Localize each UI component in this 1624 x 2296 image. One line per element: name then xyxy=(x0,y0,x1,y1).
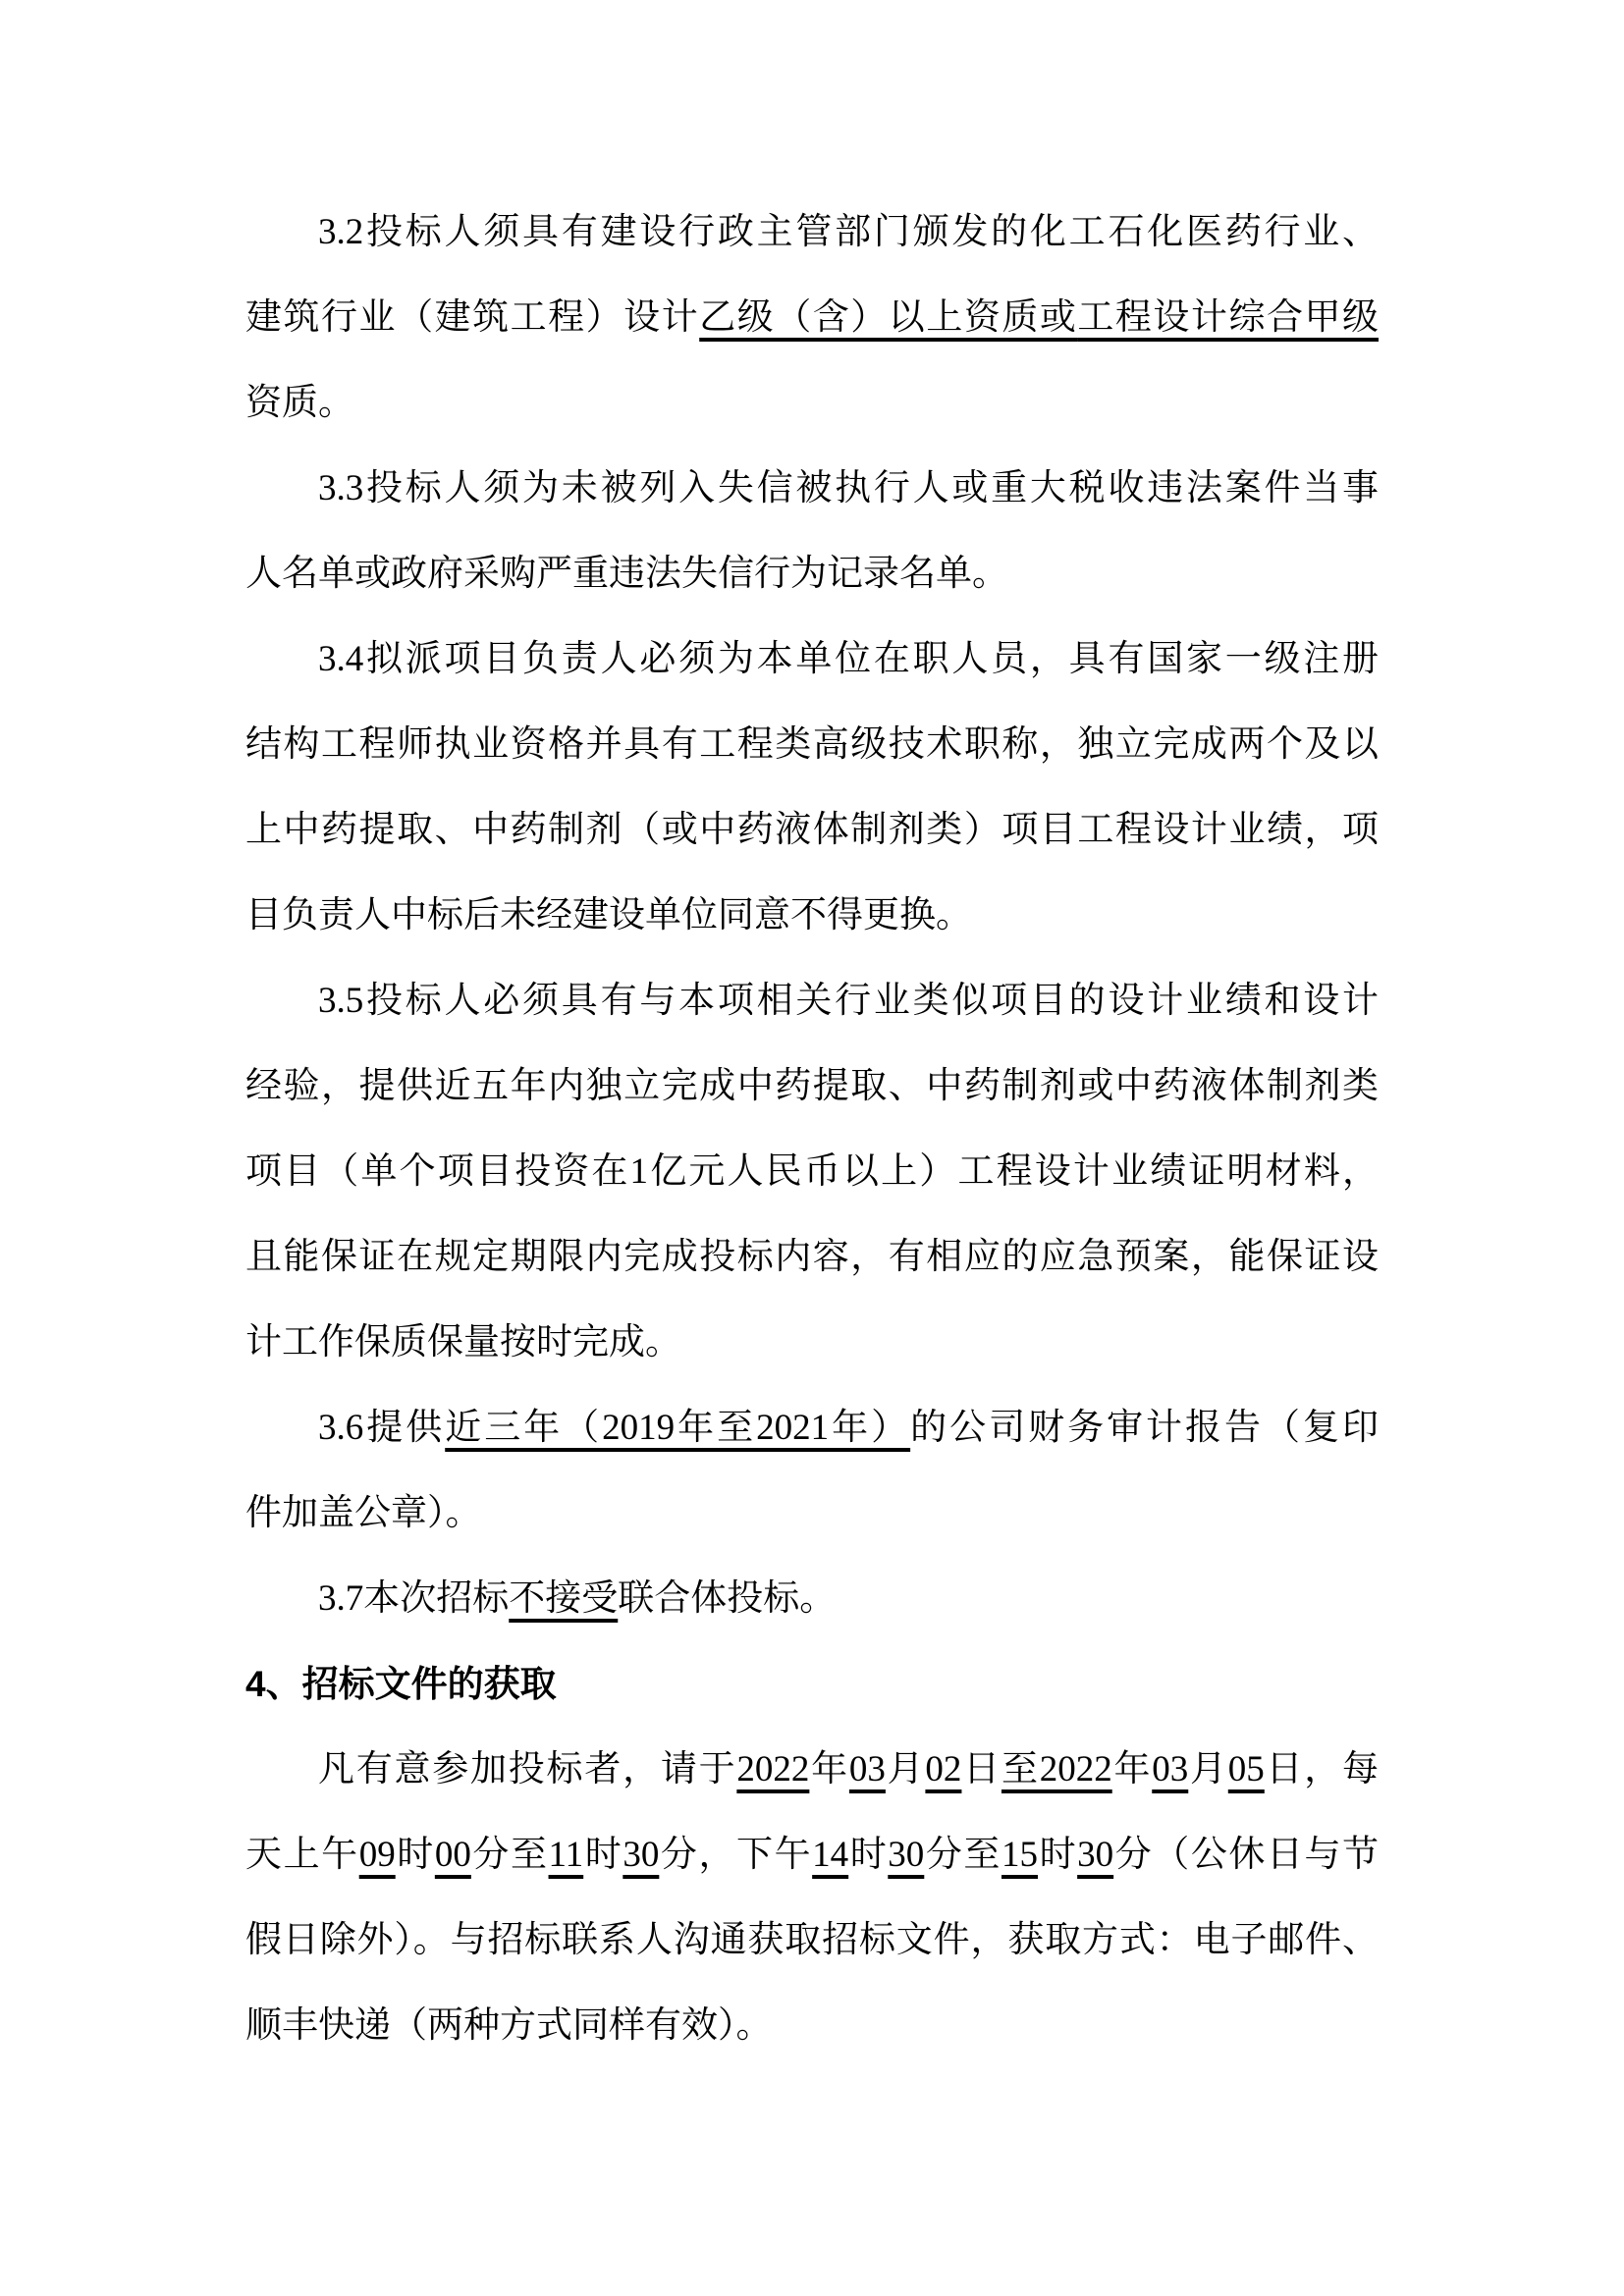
text-line xyxy=(245,873,1379,958)
text-segment: 且能保证在规定期限内完成投标内容，有相应的应急预案，能保证设 xyxy=(245,1237,1379,1277)
text-segment: 分至 xyxy=(470,1835,549,1875)
text-line xyxy=(245,1556,1379,1641)
text-line xyxy=(245,1983,1379,2068)
underlined-text: 03 xyxy=(848,1749,886,1789)
text-segment: 3.6提供 xyxy=(318,1408,446,1448)
text-segment: 结构工程师执业资格并具有工程类高级技术职称，独立完成两个及以 xyxy=(245,724,1379,765)
underlined-text: 14 xyxy=(812,1835,849,1875)
text-segment: 日 xyxy=(961,1749,1001,1789)
text-line xyxy=(245,189,1379,275)
underlined-text: 30 xyxy=(1077,1835,1114,1875)
underlined-text: 乙级（含）以上资质或 xyxy=(699,297,1078,338)
text-segment: 假日除外）。与招标联系人沟通获取招标文件，获取方式：电子邮件、 xyxy=(245,1920,1379,1960)
underlined-text: 30 xyxy=(623,1835,660,1875)
text-segment: 3.7本次招标 xyxy=(318,1578,510,1619)
text-segment: 月 xyxy=(1188,1749,1228,1789)
text-line xyxy=(245,1214,1379,1300)
text-segment: 3.5投标人必须具有与本项相关行业类似项目的设计业绩和设计 xyxy=(318,981,1379,1021)
section-heading xyxy=(245,1641,1379,1727)
text-line xyxy=(245,1385,1379,1470)
underlined-text: 05 xyxy=(1227,1749,1265,1789)
text-segment: 上中药提取、中药制剂（或中药液体制剂类）项目工程设计业绩，项 xyxy=(245,810,1379,850)
underlined-text: 03 xyxy=(1152,1749,1189,1789)
text-line xyxy=(245,702,1379,787)
text-line xyxy=(245,531,1379,616)
text-line xyxy=(245,1897,1379,1983)
text-line xyxy=(245,446,1379,531)
text-segment: 天上午 xyxy=(245,1835,359,1875)
text-segment: 时 xyxy=(395,1835,435,1875)
text-line xyxy=(245,787,1379,873)
text-segment: 分至 xyxy=(924,1835,1001,1875)
text-line xyxy=(245,1727,1379,1812)
underlined-text: 11 xyxy=(548,1835,584,1875)
text-line xyxy=(245,275,1379,360)
underlined-text: 2022 xyxy=(736,1749,810,1789)
text-segment: 件加盖公章）。 xyxy=(245,1493,482,1533)
underlined-text: 至2022 xyxy=(1001,1749,1112,1789)
text-line xyxy=(245,1470,1379,1556)
text-segment: 的公司财务审计报告（复印 xyxy=(910,1408,1380,1448)
text-segment: 经验，提供近五年内独立完成中药提取、中药制剂或中药液体制剂类 xyxy=(245,1066,1379,1106)
underlined-text: 30 xyxy=(888,1835,925,1875)
text-line xyxy=(245,1129,1379,1214)
text-segment: 时 xyxy=(848,1835,889,1875)
text-segment: 3.3投标人须为未被列入失信被执行人或重大税收违法案件当事 xyxy=(318,468,1379,508)
underlined-text: 02 xyxy=(925,1749,962,1789)
underlined-text: 工程设计综合甲级 xyxy=(1077,297,1380,338)
text-line xyxy=(245,958,1379,1043)
text-segment: 分，下午 xyxy=(659,1835,813,1875)
text-segment: 日，每 xyxy=(1264,1749,1380,1789)
text-segment: 资质。 xyxy=(245,383,354,423)
text-segment: 年 xyxy=(1111,1749,1153,1789)
underlined-text: 15 xyxy=(1001,1835,1038,1875)
text-segment: 计工作保质保量按时完成。 xyxy=(245,1322,681,1362)
text-segment: 月 xyxy=(885,1749,926,1789)
underlined-text: 09 xyxy=(358,1835,396,1875)
text-segment: 联合体投标。 xyxy=(618,1578,837,1619)
text-segment: 分（公休日与节 xyxy=(1113,1835,1380,1875)
text-segment: 时 xyxy=(583,1835,623,1875)
text-segment: 建筑行业（建筑工程）设计 xyxy=(245,297,700,338)
text-segment: 人名单或政府采购严重违法失信行为记录名单。 xyxy=(245,554,1008,594)
underlined-text: 不接受 xyxy=(509,1578,619,1619)
text-segment: 凡有意参加投标者，请于 xyxy=(318,1749,737,1789)
text-segment: 4、招标文件的获取 xyxy=(245,1664,557,1704)
text-segment: 项目（单个项目投资在1亿元人民币以上）工程设计业绩证明材料， xyxy=(245,1151,1379,1192)
text-line xyxy=(245,1812,1379,1897)
text-segment: 3.2投标人须具有建设行政主管部门颁发的化工石化医药行业、 xyxy=(318,212,1379,252)
text-line xyxy=(245,616,1379,702)
underlined-text: 近三年（2019年至2021年） xyxy=(445,1408,911,1448)
text-content xyxy=(245,189,1379,2068)
text-segment: 目负责人中标后未经建设单位同意不得更换。 xyxy=(245,895,972,935)
text-line xyxy=(245,1300,1379,1385)
text-line xyxy=(245,1043,1379,1129)
text-segment: 顺丰快递（两种方式同样有效）。 xyxy=(245,2005,773,2046)
text-line xyxy=(245,360,1379,446)
text-segment: 时 xyxy=(1038,1835,1078,1875)
text-segment: 年 xyxy=(809,1749,849,1789)
underlined-text: 00 xyxy=(434,1835,471,1875)
text-segment: 3.4拟派项目负责人必须为本单位在职人员，具有国家一级注册 xyxy=(318,639,1379,679)
